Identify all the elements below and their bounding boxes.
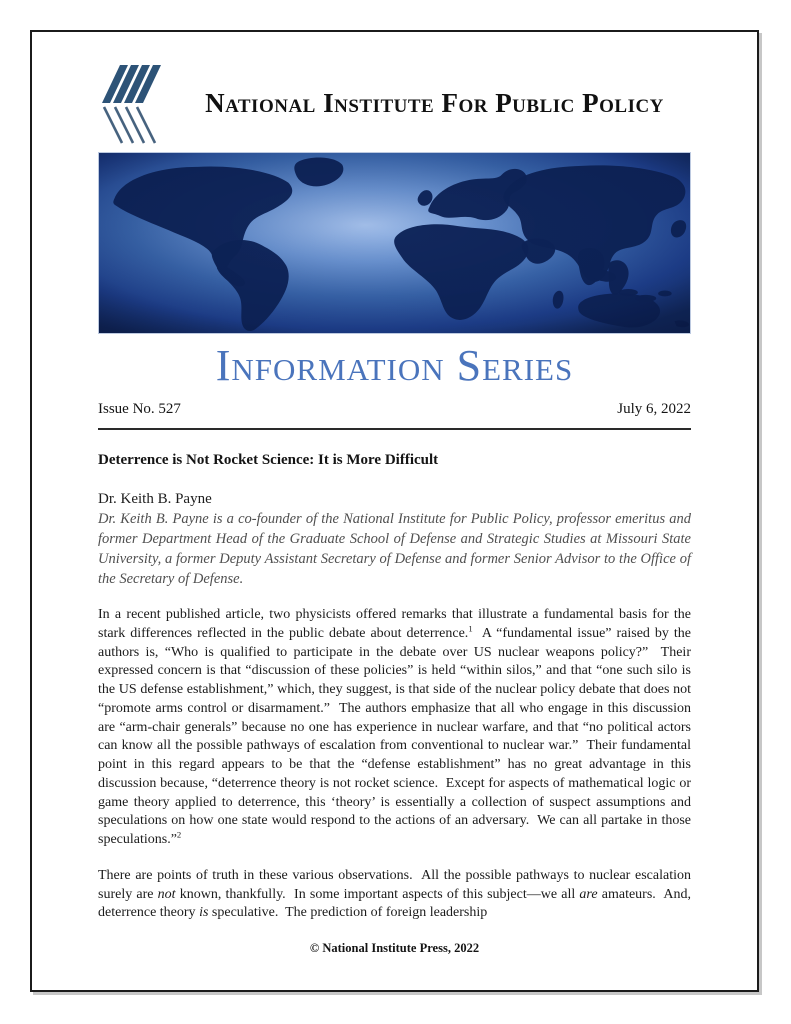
issue-date: July 6, 2022: [617, 401, 691, 418]
nipp-chevron-stripes-icon: [98, 61, 164, 145]
paragraph-1: In a recent published article, two physicists offered remarks that illustrate a fundamental basis for the stark differences reflected in the public debate about deterrence.$^1$ A “fundamental issue” raised by the authors is, “Who is qualified to participate in the debate over US nuclear weapons policy?” Their expressed concern is that “discussion of these policies” is held “within silos,” and that “one such silo is the US defense establishment,” which, they suggest, is that side of the nuclear policy debate that does not “promote arms control or disarmament.” The authors emphasize that all who engage in this discussion are “arm-chair generals” because no one has experience in nuclear warfare, and that “no political actors can know all the possible pathways of escalation from conventional to nuclear war.” Their fundamental point in this regard appears to be that the “defense establishment” has no great advantage in this discussion because, “deterrence theory is not rocket science. Except for aspects of mathematical logic or game theory applied to deterrence, this ‘theory’ is essentially a collection of suspect assumptions and speculations on how one state would respond to the actions of an adversary. We can all partake in those speculations.”$^2$: [98, 607, 695, 848]
article-body: [98, 452, 695, 923]
paragraph-2: There are points of truth in these various observations. All the possible pathways to nuclear escalation surely are not known, thankfully. In some important aspects of this subject—we all are amateurs. And, deterrence theory is speculative. The prediction of foreign leadership: [98, 867, 695, 921]
article-title: Deterrence is Not Rocket Science: It is More Difficult: [98, 452, 439, 469]
issue-number: Issue No. 527: [98, 401, 181, 418]
nipp-logo: [98, 60, 168, 146]
issue-row: [98, 401, 691, 418]
org-name: National Institute For Public Policy: [205, 87, 664, 118]
document-page: [30, 30, 759, 992]
author-bio: Dr. Keith B. Payne is a co-founder of the National Institute for Public Policy, professor emeritus and former Department Head of the Graduate School of Defense and Strategic Studies at Missouri State University, a former Deputy Assistant Secretary of Defense and former Senior Advisor to the Office of the Secretary of Defense.: [98, 511, 691, 588]
world-map-banner: [98, 152, 691, 334]
world-map-image: [99, 153, 690, 333]
masthead: [98, 60, 691, 146]
author-name: Dr. Keith B. Payne: [98, 491, 212, 508]
header-rule: [98, 428, 691, 430]
series-title: Information Series: [215, 341, 574, 390]
copyright-footer: © National Institute Press, 2022: [309, 941, 480, 955]
